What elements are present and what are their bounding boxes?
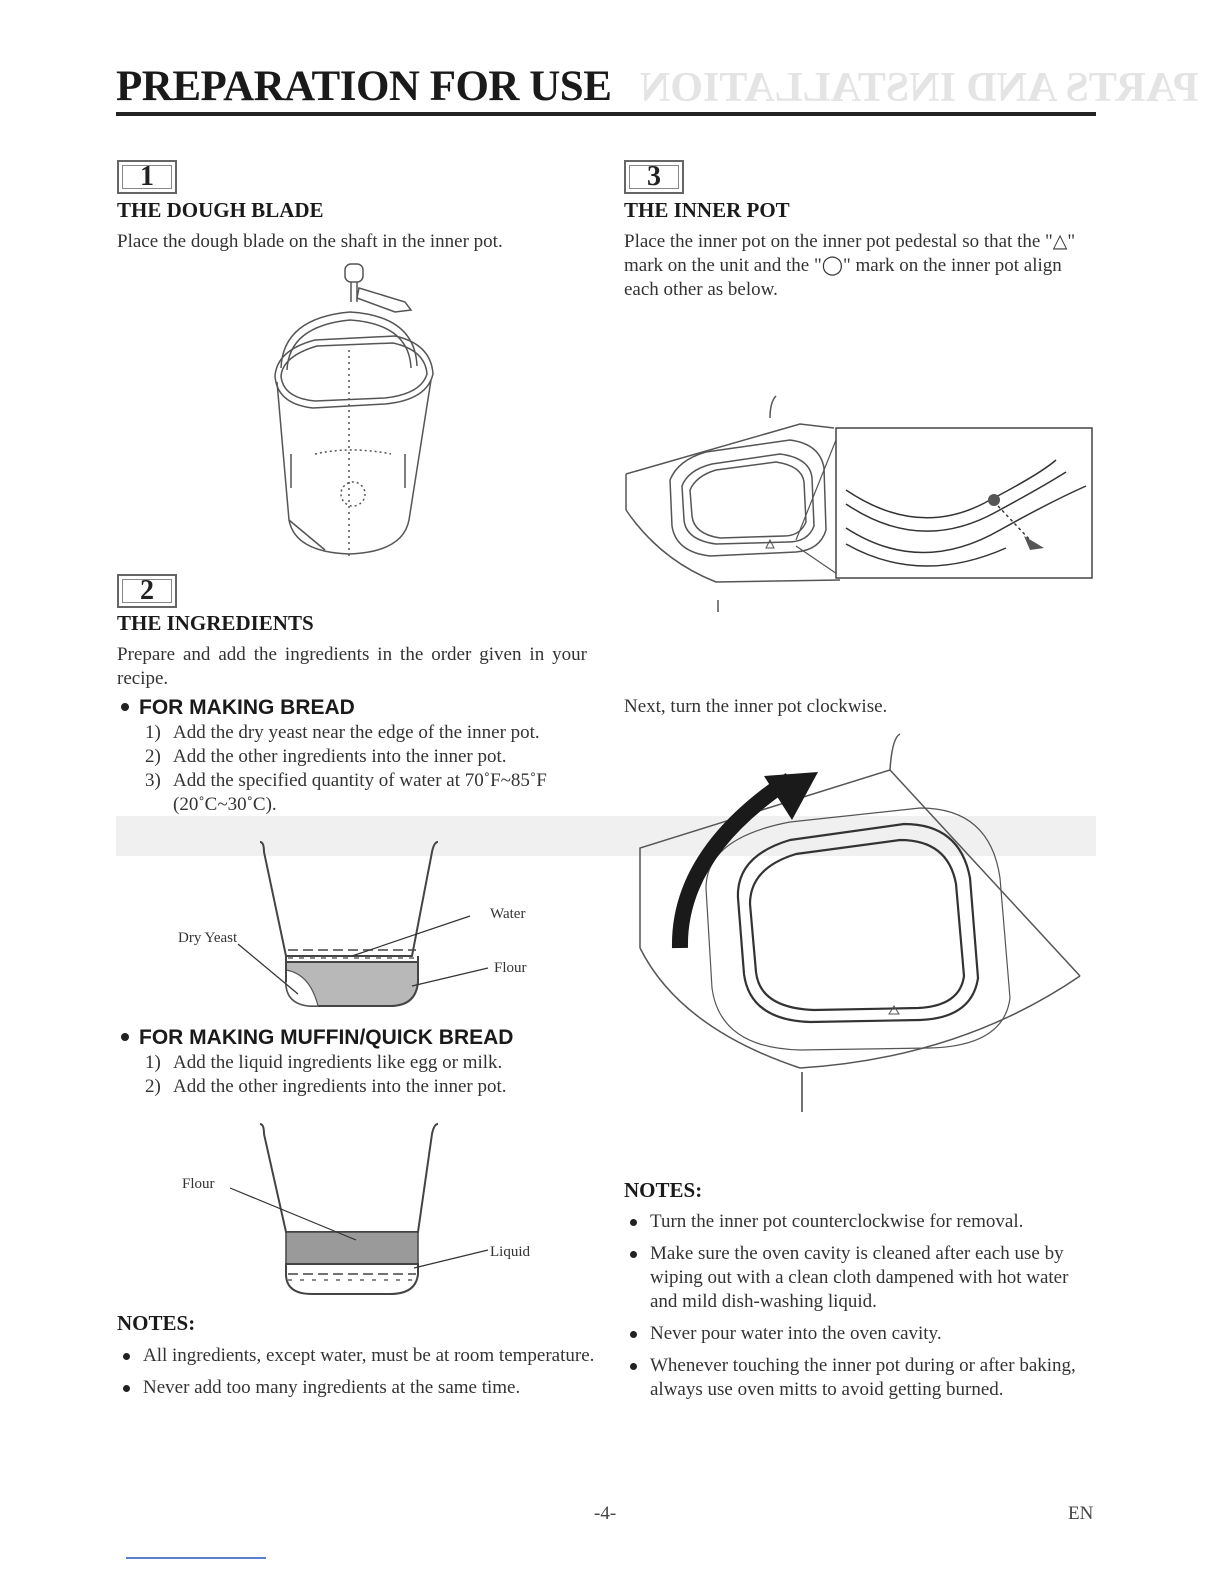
pot-alignment-illustration (620, 390, 1096, 612)
title-rule (116, 112, 1096, 116)
footer-underline (126, 1557, 266, 1559)
list-item: Whenever touching the inner pot during or after baking, always use oven mitts to avoid getting burned. (624, 1354, 1098, 1402)
page-title: PREPARATION FOR USE (116, 63, 612, 110)
dry-yeast-label: Dry Yeast (178, 930, 238, 946)
bread-subheading-text: FOR MAKING BREAD (139, 696, 355, 719)
water-label: Water (490, 906, 526, 922)
bullet-icon (123, 1385, 130, 1392)
bullet-icon (121, 703, 129, 711)
list-item: 1) Add the liquid ingredients like egg or milk. (145, 1052, 503, 1073)
section2-heading: THE INGREDIENTS (117, 611, 314, 635)
ghost-title: PARTS AND INSTALLATION (640, 65, 1199, 111)
bullet-icon (630, 1363, 637, 1370)
flour-label: Flour (182, 1176, 215, 1192)
right-notes-list (624, 1210, 1098, 1410)
turn-clockwise-illustration (620, 728, 1096, 1114)
bullet-icon (121, 1033, 129, 1041)
list-item: 1) Add the dry yeast near the edge of the inner pot. (145, 722, 540, 743)
list-item: Make sure the oven cavity is cleaned after each use by wiping out with a clean cloth dampened with hot water and mild dish-washing liquid. (624, 1242, 1098, 1314)
step-number-2: 2 (117, 574, 177, 608)
muffin-subheading-text: FOR MAKING MUFFIN/QUICK BREAD (139, 1026, 514, 1049)
bread-subheading (113, 696, 355, 720)
section1-text: Place the dough blade on the shaft in the inner pot. (117, 231, 503, 252)
bullet-icon (123, 1353, 130, 1360)
list-item: Never add too many ingredients at the same time. (117, 1376, 597, 1400)
bullet-icon (630, 1251, 637, 1258)
section2-text: Prepare and add the ingredients in the order given in your recipe. (117, 644, 587, 689)
bullet-icon (630, 1219, 637, 1226)
left-notes-list (117, 1344, 597, 1408)
step-number-1: 1 (117, 160, 177, 194)
list-item: 3) Add the specified quantity of water at 70˚F~85˚F (20˚C~30˚C). (145, 770, 547, 815)
section1-heading: THE DOUGH BLADE (117, 198, 324, 222)
bread-steps (145, 721, 595, 817)
next-turn-text: Next, turn the inner pot clockwise. (624, 696, 888, 717)
language-code: EN (1068, 1503, 1094, 1524)
step-number-3: 3 (624, 160, 684, 194)
left-notes-heading: NOTES: (117, 1311, 196, 1335)
flour-label: Flour (494, 960, 527, 976)
section3-heading: THE INNER POT (624, 198, 790, 222)
muffin-subheading (113, 1026, 513, 1050)
bullet-icon (630, 1331, 637, 1338)
muffin-pot-diagram (170, 1118, 550, 1308)
list-item: 2) Add the other ingredients into the inner pot. (145, 746, 507, 767)
muffin-steps (145, 1051, 595, 1099)
list-item: Turn the inner pot counterclockwise for removal. (624, 1210, 1098, 1234)
list-item: All ingredients, except water, must be at room temperature. (117, 1344, 597, 1368)
inner-pot-illustration (255, 258, 445, 568)
page-number: -4- (594, 1503, 617, 1524)
section3-text: Place the inner pot on the inner pot pedestal so that the "△" mark on the unit and the "◯" mark on the inner pot align each other as below. (624, 231, 1076, 300)
bread-pot-diagram (170, 836, 550, 1016)
list-item: 2) Add the other ingredients into the inner pot. (145, 1076, 507, 1097)
list-item: Never pour water into the oven cavity. (624, 1322, 1098, 1346)
liquid-label: Liquid (490, 1244, 530, 1260)
right-notes-heading: NOTES: (624, 1178, 703, 1202)
